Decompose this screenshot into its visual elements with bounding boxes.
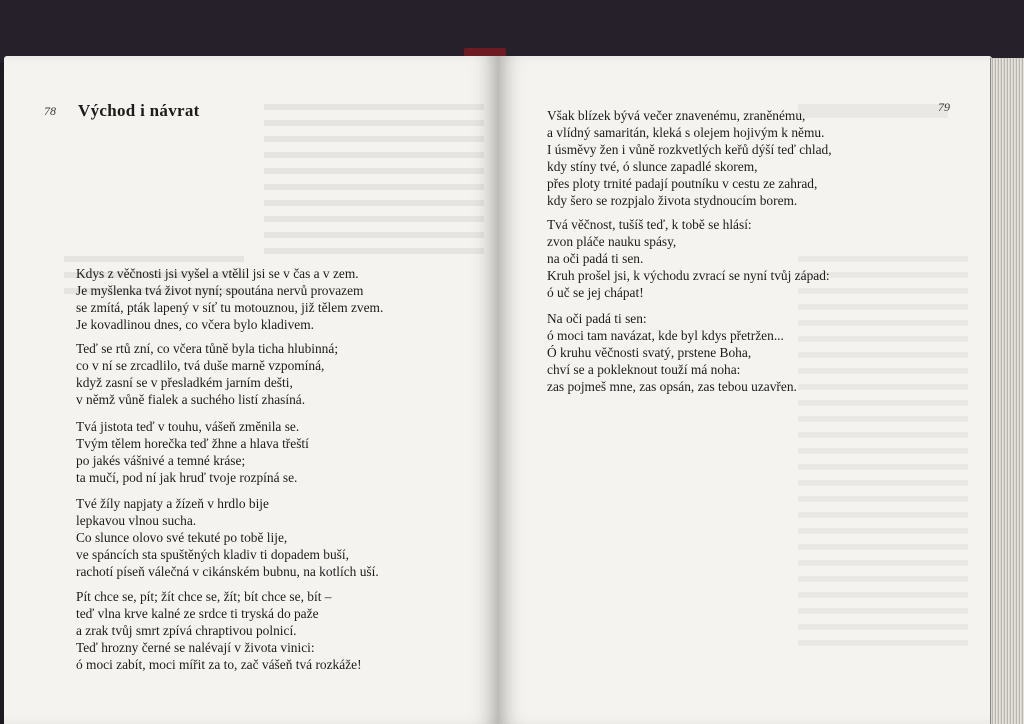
verse-line: teď vlna krve kalné ze srdce ti tryská do paže [76, 606, 319, 621]
verse-line: na oči padá ti sen. [547, 251, 644, 266]
stanza-left-4 [76, 495, 379, 580]
stanza-right-3 [547, 310, 797, 395]
stanza-left-5 [76, 588, 362, 673]
verse-line: Kdys z věčnosti jsi vyšel a vtělil jsi se v čas a v zem. [76, 266, 359, 281]
verse-line: Je myšlenka tvá život nyní; spoutána nervů provazem [76, 283, 364, 298]
verse-line: I úsměvy žen i vůně rozkvetlých keřů dýší teď chlad, [547, 142, 832, 157]
verse-line: Pít chce se, pít; žít chce se, žít; bít chce se, bít – [76, 589, 332, 604]
page-stack-edges [990, 58, 1024, 724]
verse-line: Je kovadlinou dnes, co včera bylo kladivem. [76, 317, 314, 332]
chapter-title: Východ i návrat [78, 101, 200, 120]
verse-line: když zasní se v přesladkém jarním dešti, [76, 375, 293, 390]
verse-line: Co slunce olovo své tekuté po tobě lije, [76, 530, 288, 545]
verse-line: co v ní se zrcadlilo, tvá duše marně vzpomíná, [76, 358, 325, 373]
page-number-left: 78 [44, 104, 56, 118]
verse-line: se zmítá, pták lapený v síť tu motouznou, již tělem zvem. [76, 300, 384, 315]
verse-line: Tvá věčnost, tušíš teď, k tobě se hlásí: [547, 217, 752, 232]
bleed-through-text [798, 256, 968, 656]
verse-line: Teď se rtů zní, co včera tůně byla ticha hlubinná; [76, 341, 339, 356]
verse-line: Na oči padá ti sen: [547, 311, 647, 326]
verse-line: zas pojmeš mne, zas opsán, zas tebou uzavřen. [547, 379, 797, 394]
verse-line: přes ploty trnité padají poutníku v cestu ze zahrad, [547, 176, 818, 191]
verse-line: ó moci zabít, moci mířit za to, zač vášeň tvá rozkáže! [76, 657, 362, 672]
verse-line: kdy stíny tvé, ó slunce zapadlé skorem, [547, 159, 758, 174]
verse-line: a zrak tvůj smrt zpívá chraptivou polnicí. [76, 623, 297, 638]
verse-line: Ó kruhu věčnosti svatý, prstene Boha, [547, 345, 752, 360]
stanza-right-1 [547, 107, 832, 209]
verse-line: kdy šero se rozpjalo života stydnoucím borem. [547, 193, 798, 208]
bleed-through-text [264, 104, 484, 264]
page-number-right: 79 [938, 100, 950, 114]
verse-line: Tvým tělem horečka teď žhne a hlava třeští [76, 436, 309, 451]
verse-line: v němž vůně fialek a suchého listí zhasíná. [76, 392, 306, 407]
verse-line: rachotí píseň válečná v cikánském bubnu, na kotlích uší. [76, 564, 379, 579]
verse-line: ve spáncích sta spuštěných kladiv ti dopadem buší, [76, 547, 349, 562]
verse-line: Teď hrozny černé se nalévají v života vinici: [76, 640, 315, 655]
stanza-right-2 [547, 216, 830, 301]
stanza-left-2 [76, 340, 338, 408]
verse-line: po jakés vášnivé a temné kráse; [76, 453, 246, 468]
verse-line: Tvá jistota teď v touhu, vášeň změnila se. [76, 419, 300, 434]
verse-line: zvon pláče nauku spásy, [547, 234, 677, 249]
verse-line: chví se a pokleknout touží má noha: [547, 362, 741, 377]
verse-line: Kruh prošel jsi, k východu zvrací se nyní tvůj západ: [547, 268, 830, 283]
stanza-left-3 [76, 418, 309, 486]
verse-line: ó moci tam navázat, kde byl kdys přetržen... [547, 328, 784, 343]
verse-line: Však blízek bývá večer znavenému, zraněnému, [547, 108, 806, 123]
stanza-left-1 [76, 265, 383, 333]
verse-line: Tvé žíly napjaty a žízeň v hrdlo bije [76, 496, 269, 511]
verse-line: lepkavou vlnou sucha. [76, 513, 197, 528]
scanner-backdrop [0, 0, 1024, 62]
verse-line: a vlídný samaritán, kleká s olejem hojivým k němu. [547, 125, 825, 140]
verse-line: ó uč se jej chápat! [547, 285, 644, 300]
verse-line: ta mučí, pod ní jak hruď tvoje rozpíná se. [76, 470, 298, 485]
